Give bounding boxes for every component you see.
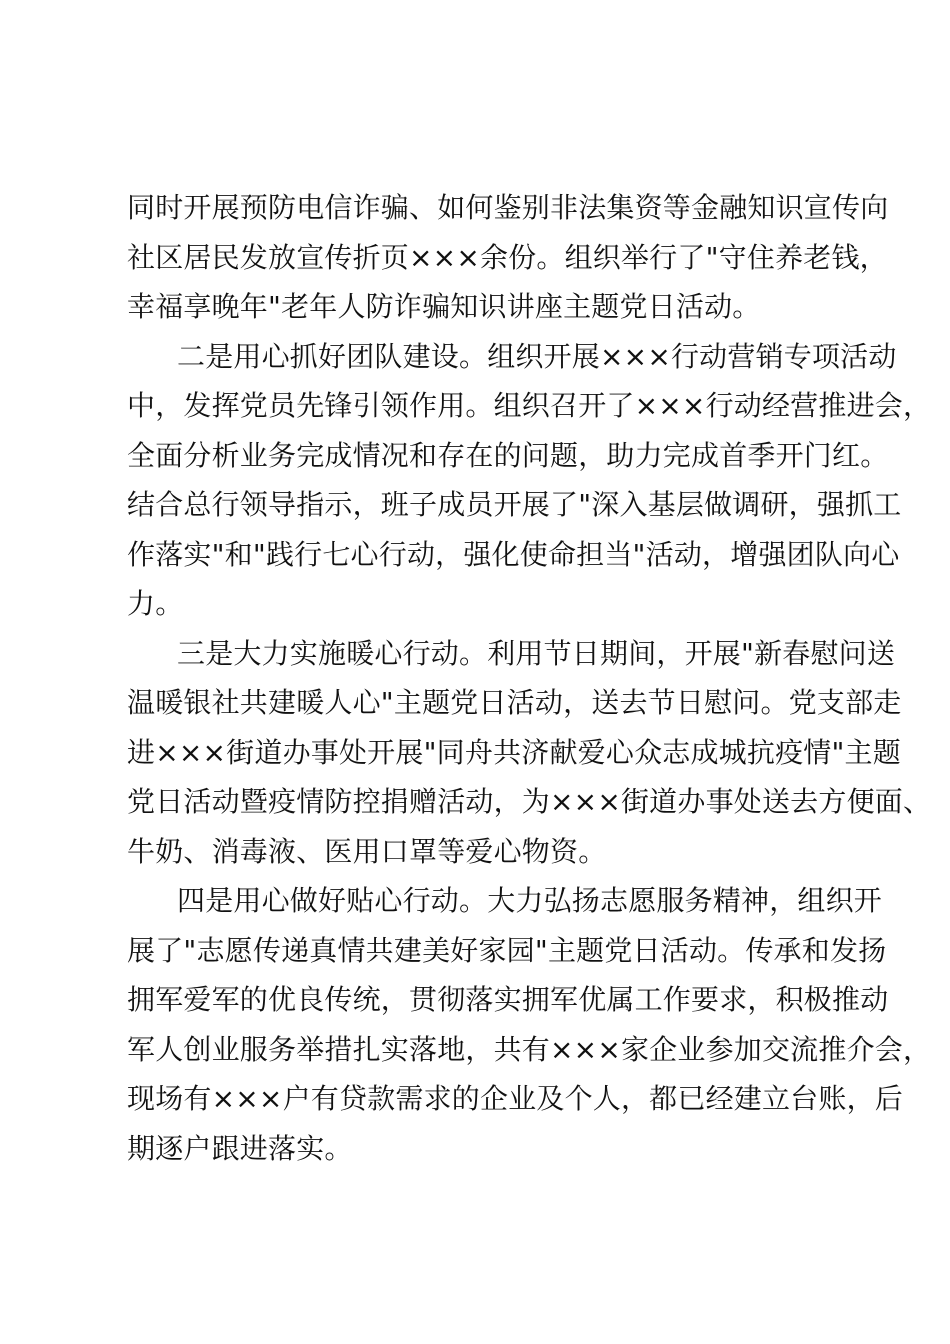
paragraph-start-line: 三是大力实施暖心行动。利用节日期间，开展"新春慰问送 bbox=[177, 636, 896, 670]
paragraph-start-line: 四是用心做好贴心行动。大力弘扬志愿服务精神，组织开 bbox=[177, 884, 883, 917]
text-line: 力。 bbox=[127, 587, 184, 620]
text-line: 作落实"和"践行七心行动，强化使命担当"活动，增强团队向心 bbox=[127, 537, 900, 571]
text-line: 温暖银社共建暖人心"主题党日活动，送去节日慰问。党支部走 bbox=[127, 686, 902, 719]
paragraph-start-line: 二是用心抓好团队建设。组织开展×××行动营销专项活动 bbox=[177, 339, 897, 373]
text-line: 社区居民发放宣传折页×××余份。组织举行了"守住养老钱， bbox=[127, 240, 888, 274]
text-line: 拥军爱军的优良传统，贯彻落实拥军优属工作要求，积极推动 bbox=[127, 983, 889, 1016]
text-line: 期逐户跟进落实。 bbox=[127, 1131, 353, 1165]
text-line: 全面分析业务完成情况和存在的问题，助力完成首季开门红。 bbox=[127, 438, 889, 472]
text-line: 展了"志愿传递真情共建美好家园"主题党日活动。传承和发扬 bbox=[127, 933, 887, 967]
text-line: 结合总行领导指示，班子成员开展了"深入基层做调研，强抓工 bbox=[127, 488, 902, 521]
body-text bbox=[127, 183, 932, 1173]
text-line: 进×××街道办事处开展"同舟共济献爱心众志成城抗疫情"主题 bbox=[127, 735, 901, 769]
text-line: 同时开展预防电信诈骗、如何鉴别非法集资等金融知识宣传向 bbox=[127, 191, 889, 224]
text-line: 现场有×××户有贷款需求的企业及个人，都已经建立台账，后 bbox=[127, 1082, 903, 1115]
text-line: 军人创业服务举措扎实落地，共有×××家企业参加交流推介会， bbox=[127, 1032, 932, 1066]
text-line: 牛奶、消毒液、医用口罩等爱心物资。 bbox=[127, 834, 607, 868]
text-line: 中，发挥党员先锋引领作用。组织召开了×××行动经营推进会， bbox=[127, 389, 932, 422]
text-line: 党日活动暨疫情防控捐赠活动，为×××街道办事处送去方便面、 bbox=[127, 785, 932, 818]
text-line: 幸福享晚年"老年人防诈骗知识讲座主题党日活动。 bbox=[127, 290, 761, 323]
